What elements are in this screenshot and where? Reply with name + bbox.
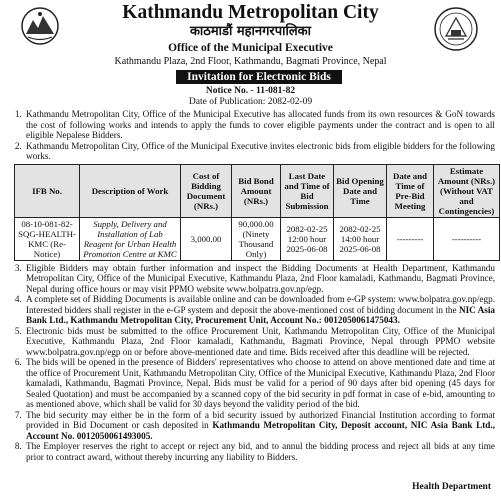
submission-deadline: 2082-02-25 12:00 hour 2025-06-08 <box>281 217 334 260</box>
list-item-text: A complete set of Bidding Documents is available online and can be downloaded from e-GP system: www.bolpatra.gov.np/egp. Interested bidders shall register in the e-GP system and deposit the above-mentioned cost of bidding document in the <box>26 294 495 315</box>
work-description: Supply, Delivery and Installation of Lab Reagent for Urban Health Promotion Centre at KMC <box>80 217 181 260</box>
pre-bid-meeting: --------- <box>387 217 434 260</box>
ifb-number: 08-10-081-82-SQG-HEALTH-KMC (Re-Notice) <box>15 217 80 260</box>
estimate-amount: ---------- <box>434 217 500 260</box>
list-item <box>24 294 495 326</box>
city-title: Kathmandu Metropolitan City <box>122 2 379 23</box>
table-header-row <box>15 164 500 217</box>
table-row <box>15 217 500 260</box>
table-header: Last Date and Time of Bid Submission <box>281 164 334 217</box>
deposit-account-bold: Kathmandu Metropolitan City, Deposit account, NIC Asia Bank Ltd., Account No. 0012050061493005. <box>26 420 495 441</box>
list-item: 3. Eligible Bidders may obtain further information and inspect the Bidding Documents at Health Department, Kathmandu Metropolitan City, Office of the Municipal Executive, Kathmandu Plaza, 2nd Floor kamaladi, Kathmandu, Bagmati Province, Nepal during office hours or may visit PPMO website www.bolpatra.gov.np/egp. <box>24 263 495 295</box>
list-item: 1. Kathmandu Metropolitan City, Office of the Municipal Executive has allocated funds from its own resources & GoN towards the cost of following works and intends to apply the funds to cover eligible payments under the contract and is open to all eligible Nepalese Bidders. <box>24 109 495 141</box>
table-header: Bid Bond Amount (NRs.) <box>232 164 281 217</box>
table-header: Date and Time of Pre-Bid Meeting <box>387 164 434 217</box>
list-item <box>24 410 495 442</box>
table-header: Cost of Bidding Document (NRs.) <box>181 164 232 217</box>
list-item: 5. Electronic bids must be submitted to the office Procurement Unit, Kathmandu Metropolitan City, Office of the Municipal Executive, Kathmandu Plaza, 2nd Floor kamaladi, Kathmandu, Bagmati Province, Nepal through PPMO website www.bolpatra.gov.np/egp on or before above-mentioned date and time. Bids received after this deadline will be rejected. <box>24 326 495 358</box>
kathmandu-seal-icon <box>433 6 479 52</box>
bid-bond: 90,000.00 (Ninety Thousand Only) <box>232 217 281 260</box>
bank-account-bold: NIC Asia Bank Ltd., Kathmandu Metropolitan City, Procurement Unit, Account No.: 0012050061475043. <box>26 304 495 325</box>
invitation-banner: Invitation for Electronic Bids <box>176 70 342 84</box>
table-header: Description of Work <box>80 164 181 217</box>
notice-header <box>6 0 495 84</box>
office-name: Office of the Municipal Executive <box>168 42 333 54</box>
city-title-nepali: काठमाडौं महानगरपालिका <box>189 24 312 39</box>
table-header: IFB No. <box>15 164 80 217</box>
list-item <box>18 140 496 261</box>
bid-opening: 2082-02-25 14:00 hour 2025-06-08 <box>334 217 387 260</box>
list-item-text: The bid security may either be in the form of a bid security issued by authorized Financial Institution according to format provided in Bid Document or cash deposited in <box>26 409 495 430</box>
bids-table <box>14 164 500 261</box>
table-header: Bid Opening Date and Time <box>334 164 387 217</box>
list-item: 6. The bids will be opened in the presence of Bidders' representatives who choose to attend on above mentioned date and time at the office of Procurement Unit, Kathmandu Metropolitan City, Office of the Municipal Executive, Kathmandu Plaza, 2nd Floor kamaladi, Kathmandu, Bagmati Province, Nepal. Bids must be valid for a period of 90 days after bid opening (45 days for Sealed Quotation) and must be accompanied by a scanned copy of the bid security in pdf format in case of e-bid, amounting to as mentioned above, which shall be valid for 30 days beyond the validity period of the bid. <box>24 357 495 410</box>
table-header: Estimate Amount (NRs.) (Without VAT and Contingencies) <box>434 164 500 217</box>
list-item-text: Kathmandu Metropolitan City, Office of the Municipal Executive invites electronic bids from eligible bidders for the following works. <box>26 140 495 161</box>
publication-date: Date of Publication: 2082-02-09 <box>188 97 313 107</box>
notice-items <box>6 109 495 462</box>
document-cost: 3,000.00 <box>181 217 232 260</box>
department-signature: Health Department <box>412 482 491 492</box>
notice-number: Notice No. - 11-081-82 <box>205 86 296 96</box>
office-address: Kathmandu Plaza, 2nd Floor, Kathmandu, Bagmati Province, Nepal <box>114 56 387 67</box>
list-item: 8. The Employer reserves the right to accept or reject any bid, and to annul the bidding process and reject all bids at any time prior to contract award, without thereby incurring any liability to Bidders. <box>24 441 495 462</box>
